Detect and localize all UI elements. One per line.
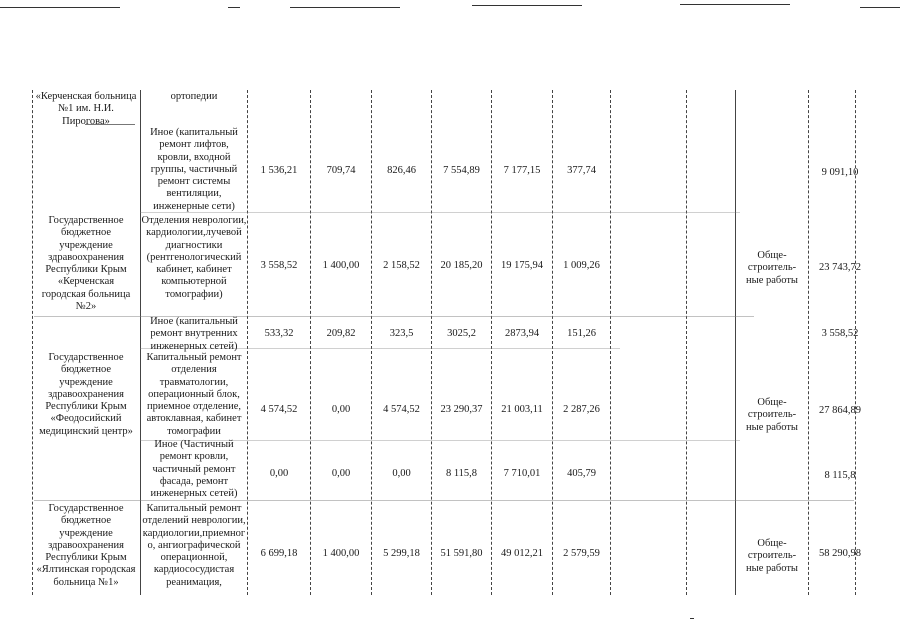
- work-cell: Отделения неврологии, кардиологии,лучевой диагностики (рентгенологический кабинет, кабинет компьютерной томографии): [141, 215, 247, 300]
- value-cell: 209,82: [326, 328, 356, 339]
- value-cell: 3 558,52: [260, 260, 298, 271]
- institution-cell: Государственное бюджетное учреждение здравоохранения Республики Крым «Ялтинская городская больница №1»: [36, 503, 136, 588]
- value-cell: 20 185,20: [440, 260, 483, 271]
- value-cell: 3025,2: [447, 328, 476, 339]
- col-line: [808, 90, 809, 595]
- work-cell: Иное (капитальный ремонт внутренних инженерных сетей): [150, 316, 238, 352]
- work-cell: Капитальный ремонт отделения травматологии, операционный блок, приемное отделение, автоклавная, кабинет томографии: [146, 352, 242, 437]
- top-rule-4: [472, 5, 582, 6]
- col-line: [855, 90, 856, 595]
- value-cell: 533,32: [264, 328, 294, 339]
- work-type-cell: Обще- строитель- ные работы: [746, 250, 798, 286]
- top-rule-5: [680, 4, 790, 5]
- value-cell: 5 299,18: [383, 548, 420, 559]
- total-cell: 58 290,98: [819, 548, 861, 559]
- value-cell: 8 115,8: [445, 468, 478, 479]
- top-rule-6: [860, 7, 900, 8]
- value-cell: 826,46: [387, 165, 416, 176]
- work-type-cell: Обще- строитель- ные работы: [746, 397, 798, 433]
- value-cell: 51 591,80: [440, 548, 483, 559]
- top-rule-1: [0, 7, 120, 8]
- total-cell: 27 864,89: [819, 405, 861, 416]
- institution-cell: Государственное бюджетное учреждение здравоохранения Республики Крым «Керченская городская больница №2»: [41, 215, 131, 313]
- col-line: [686, 90, 687, 595]
- value-cell: 1 400,00: [322, 548, 360, 559]
- value-cell: 7 177,15: [503, 165, 541, 176]
- value-cell: 2 158,52: [383, 260, 420, 271]
- institution-cell: «Керченская больница №1 им. Н.И. Пирогова»: [35, 91, 137, 127]
- total-cell: 9 091,10: [821, 167, 859, 178]
- value-cell: 2 287,26: [563, 404, 600, 415]
- value-cell: 7 554,89: [443, 165, 480, 176]
- work-type-cell: Обще- строитель- ные работы: [746, 538, 798, 574]
- value-cell: 2 579,59: [563, 548, 600, 559]
- value-cell: 49 012,21: [501, 548, 543, 559]
- value-cell: 2873,94: [504, 328, 540, 339]
- value-cell: 377,74: [567, 165, 596, 176]
- total-cell: 23 743,72: [819, 262, 861, 273]
- value-cell: 0,00: [392, 468, 411, 479]
- work-cell: Иное (капитальный ремонт лифтов, кровли, входной группы, частичный ремонт системы вентиляции, инженерные сети): [150, 127, 238, 212]
- value-cell: 0,00: [269, 468, 289, 479]
- value-cell: 1 009,26: [563, 260, 600, 271]
- value-cell: 405,79: [567, 468, 596, 479]
- value-cell: 6 699,18: [260, 548, 298, 559]
- value-cell: 151,26: [567, 328, 596, 339]
- total-cell: 8 115,8: [824, 470, 856, 481]
- value-cell: 0,00: [331, 404, 351, 415]
- institution-cell: Государственное бюджетное учреждение здравоохранения Республики Крым «Феодосийский медицинский центр»: [39, 352, 133, 437]
- value-cell: 23 290,37: [440, 404, 483, 415]
- col-line: [610, 90, 611, 595]
- value-cell: 4 574,52: [383, 404, 420, 415]
- value-cell: 0,00: [331, 468, 351, 479]
- value-cell: 7 710,01: [503, 468, 541, 479]
- work-cell: Иное (Частичный ремонт кровли, частичный ремонт фасада, ремонт инженерных сетей): [150, 439, 238, 500]
- value-cell: 19 175,94: [501, 260, 543, 271]
- top-rule-2: [228, 7, 240, 8]
- top-rule-3: [290, 7, 400, 8]
- value-cell: 4 574,52: [260, 404, 298, 415]
- value-cell: 709,74: [326, 165, 356, 176]
- col-line: [735, 90, 736, 595]
- value-cell: 323,5: [389, 328, 414, 339]
- bottom-rule: [690, 618, 694, 619]
- value-cell: 21 003,11: [501, 404, 543, 415]
- value-cell: 1 400,00: [322, 260, 360, 271]
- value-cell: 1 536,21: [260, 165, 298, 176]
- work-cell: Капитальный ремонт отделений неврологии, кардиологии,приемног о, ангиографической операционной, кардиососудистая реанимация,: [142, 503, 246, 588]
- total-cell: 3 558,52: [821, 328, 859, 339]
- work-cell: ортопедии: [170, 91, 218, 102]
